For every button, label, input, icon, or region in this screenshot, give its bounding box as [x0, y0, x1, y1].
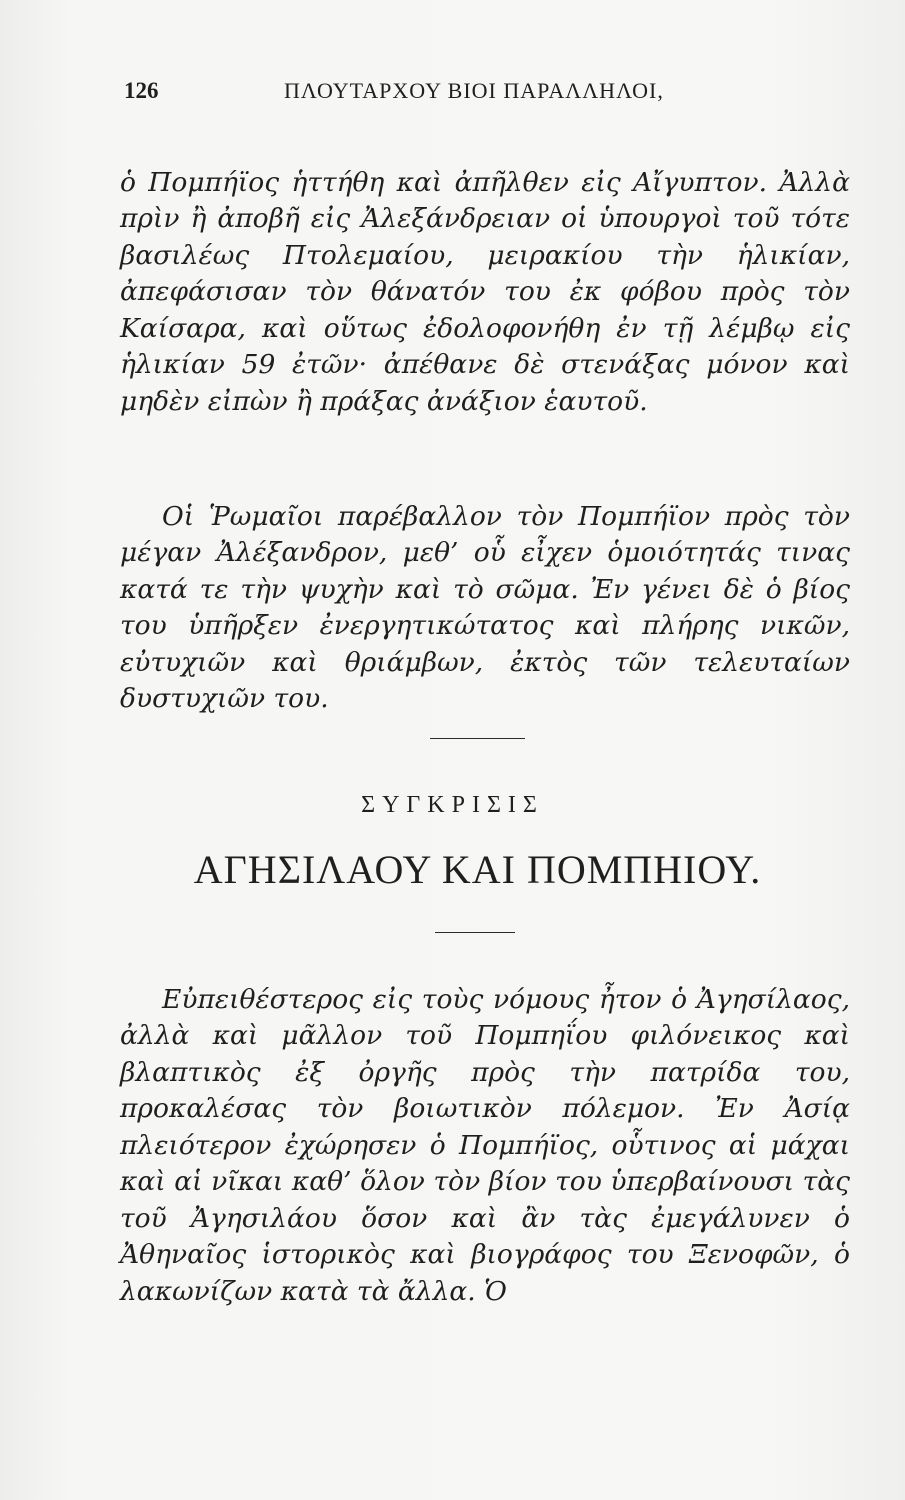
comparison-label: ΣΥΓΚΡΙΣΙΣ [361, 792, 544, 818]
page-number: 126 [124, 78, 159, 103]
paragraph-pompey-comparison: Οἱ Ῥωμαῖοι παρέβαλλον τὸν Πομπήϊον πρὸς τὸν μέγαν Ἀλέξανδρον, μεθ’ οὗ εἶχεν ὁμοιότητάς τινας κατά τε τὴν ψυχὴν καὶ τὸ σῶμα. Ἐν γένει δὲ ὁ βίος του ὑπῆρξεν ἐνεργητικώτατος καὶ πλήρης νικῶν, εὐτυχιῶν καὶ θριάμβων, ἐκτὸς τῶν τελευταίων δυστυχιῶν του. [120, 500, 850, 714]
paragraph-pompey-death: ὁ Πομπήϊος ἡττήθη καὶ ἀπῆλθεν εἰς Αἴγυπτον. Ἀλλὰ πρὶν ἢ ἀποβῆ εἰς Ἀλεξάνδρειαν οἱ ὑπουργοὶ τοῦ τότε βασιλέως Πτολεμαίου, μειρακίου τὴν ἡλικίαν, ἀπεφάσισαν τὸν θάνατόν του ἐκ φόβου πρὸς τὸν Καίσαρα, καὶ οὕτως ἐδολοφονήθη ἐν τῇ λέμβῳ εἰς ἡλικίαν 59 ἐτῶν· ἀπέθανε δὲ στενάξας μόνον καὶ μηδὲν εἰπὼν ἢ πράξας ἀνάξιον ἑαυτοῦ. [120, 166, 850, 417]
running-title: ΠΛΟΥΤΑΡΧΟΥ ΒΙΟΙ ΠΑΡΑΛΛΗΛΟΙ, [284, 78, 664, 103]
running-head [124, 74, 764, 114]
section-divider-top [430, 738, 525, 739]
paragraph-comparison-body: Εὐπειθέστερος εἰς τοὺς νόμους ἦτον ὁ Ἀγησίλαος, ἀλλὰ καὶ μᾶλλον τοῦ Πομπηΐου φιλόνεικος καὶ βλαπτικὸς ἐξ ὀργῆς πρὸς τὴν πατρίδα του, προκαλέσας τὸν βοιωτικὸν πόλεμον. Ἐν Ἀσίᾳ πλειότερον ἐχώρησεν ὁ Πομπήϊος, οὗτινος αἱ μάχαι καὶ αἱ νῖκαι καθ’ ὅλον τὸν βίον του ὑπερβαίνουσι τὰς τοῦ Ἀγησιλάου ὅσον καὶ ἂν τὰς ἐμεγάλυνεν ὁ Ἀθηναῖος ἱστορικὸς καὶ βιογράφος του Ξενοφῶν, ὁ λακωνίζων κατὰ τὰ ἄλλα. Ὁ [120, 983, 850, 1307]
section-divider-bottom [435, 932, 515, 933]
comparison-title: ΑΓΗΣΙΛΑΟΥ ΚΑΙ ΠΟΜΠΗΙΟΥ. [193, 847, 762, 892]
